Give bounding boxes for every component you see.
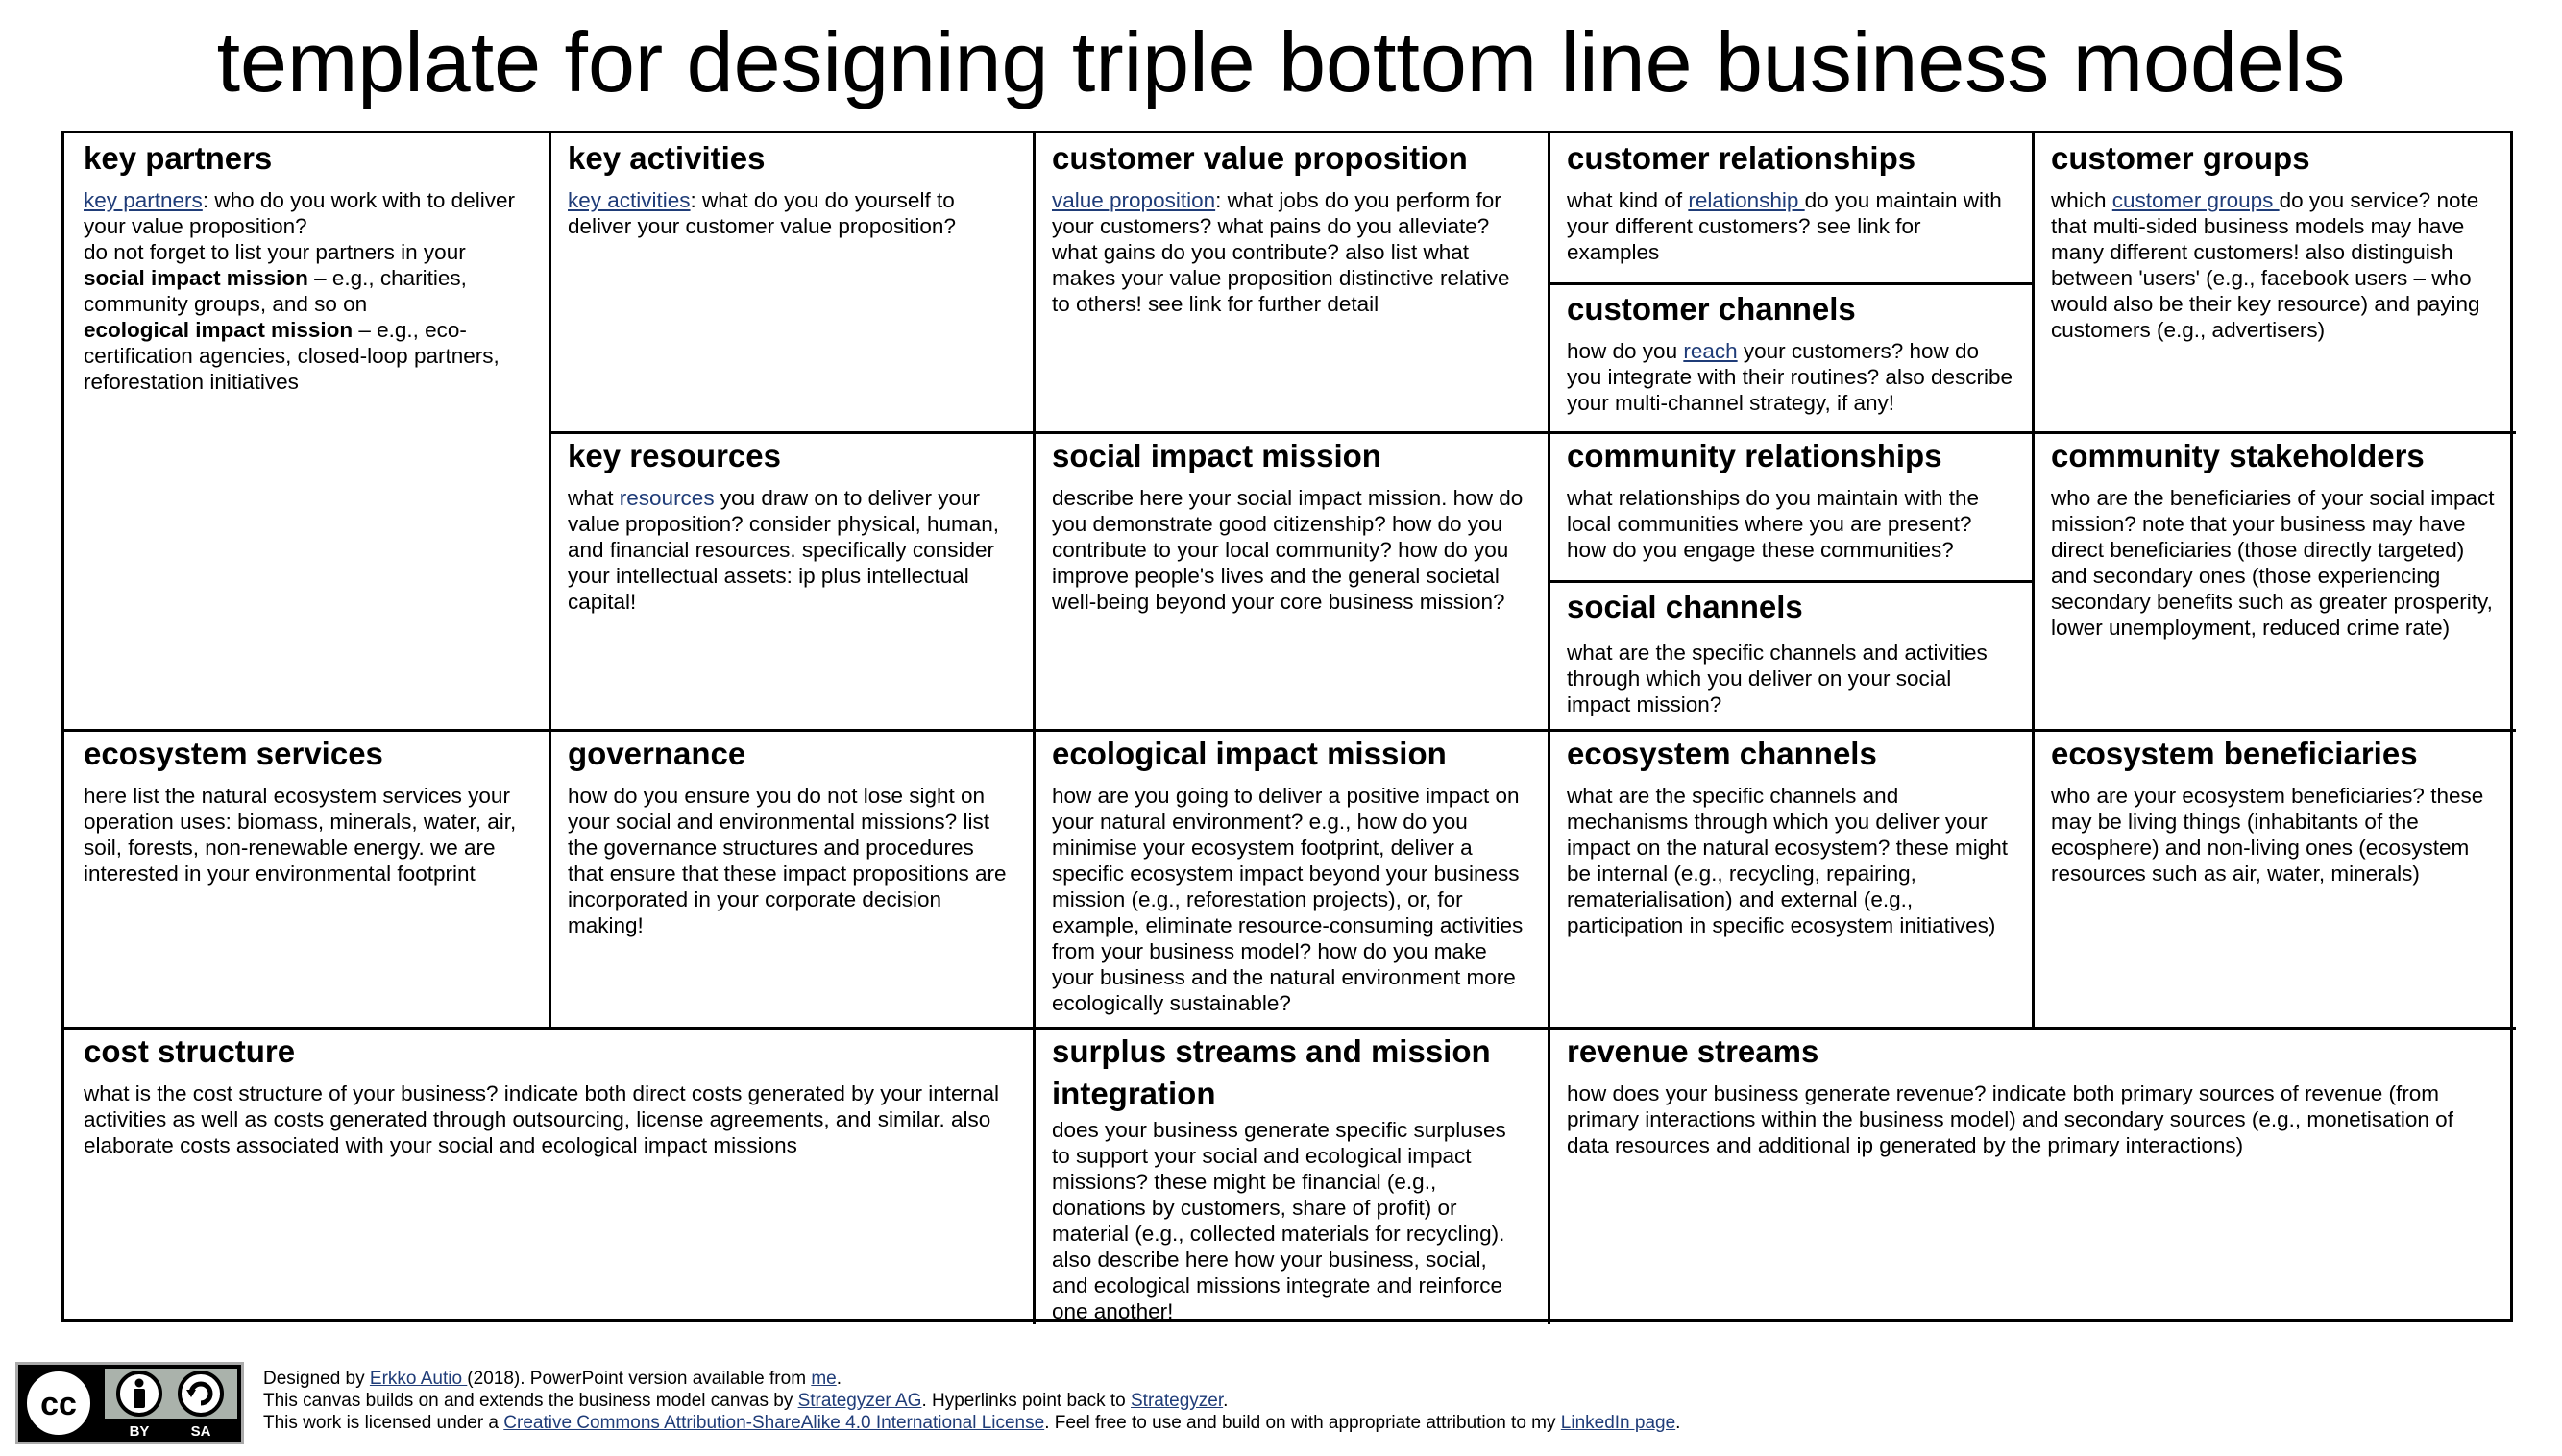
revenue-streams-heading: revenue streams bbox=[1567, 1033, 1819, 1069]
ecosystem-beneficiaries-heading: ecosystem beneficiaries bbox=[2051, 736, 2418, 771]
ecological-impact-mission-heading: ecological impact mission bbox=[1052, 736, 1447, 771]
customer-channels-block bbox=[1548, 284, 2032, 431]
revenue-streams-block bbox=[1548, 1027, 2516, 1324]
ecosystem-channels-heading: ecosystem channels bbox=[1567, 736, 1877, 771]
key-resources-description: what resources you draw on to deliver your value proposition? consider physical, human, and financial resources. specifically consider your intellectual assets: ip plus intellectual capital! bbox=[568, 486, 1000, 614]
svg-text:cc: cc bbox=[40, 1386, 77, 1422]
social-channels-description: what are the specific channels and activities through which you deliver on your social impact mission? bbox=[1567, 641, 1988, 716]
ecosystem-channels-description: what are the specific channels and mechanisms through which you deliver your impact on the natural ecosystem? these might be internal (e.g., recycling, repairing, rematerialisation) and external (e.g., participation in specific ecosystem initiatives) bbox=[1567, 784, 2008, 937]
customer-value-proposition-description: value proposition: what jobs do you perform for your customers? what pains do you alleviate? what gains do you contribute? also list what makes your value proposition distinctive relative to others! see link for further detail bbox=[1052, 188, 1510, 316]
cost-structure-block bbox=[64, 1027, 1033, 1324]
ecological-impact-mission-block bbox=[1033, 729, 1548, 1027]
key-activities-description: key activities: what do you do yourself to deliver your customer value proposition? bbox=[568, 188, 956, 238]
social-impact-mission-heading: social impact mission bbox=[1052, 438, 1381, 473]
key-partners-heading: key partners bbox=[84, 140, 273, 176]
governance-block bbox=[549, 729, 1033, 1027]
key-resources-block bbox=[549, 431, 1033, 729]
key-resources-heading: key resources bbox=[568, 438, 781, 473]
customer-channels-heading: customer channels bbox=[1567, 291, 1856, 327]
community-relationships-heading: community relationships bbox=[1567, 438, 1942, 473]
customer-relationships-description: what kind of relationship do you maintain with your different customers? see link for examples bbox=[1567, 188, 2002, 264]
key-partners-description: key partners: who do you work with to deliver your value proposition? do not forget to list your partners in your social impact mission – e.g., charities, community groups, and so on ecological impact mission – e.g., eco-certification agencies, closed-loop partners, reforestation initiatives bbox=[84, 188, 515, 394]
customer-groups-description: which customer groups do you service? note that multi-sided business models may have many different customers! also distinguish between 'users' (e.g., facebook users – who would also be their key resource) and paying customers (e.g., advertisers) bbox=[2051, 188, 2480, 342]
footer-line-3: This work is licensed under a Creative Commons Attribution-ShareAlike 4.0 International License. Feel free to use and build on with appropriate attribution to my LinkedIn page. bbox=[263, 1413, 1681, 1433]
community-stakeholders-heading: community stakeholders bbox=[2051, 438, 2425, 473]
key-partners-link[interactable]: key partners bbox=[84, 188, 203, 212]
customer-relationships-heading: customer relationships bbox=[1567, 140, 1916, 176]
community-relationships-block bbox=[1548, 431, 2032, 580]
page-title: template for designing triple bottom line business models bbox=[216, 14, 2346, 109]
customer-groups-heading: customer groups bbox=[2051, 140, 2310, 176]
strategyzer-ag-link[interactable]: Strategyzer AG bbox=[797, 1391, 922, 1411]
customer-groups-block bbox=[2032, 133, 2516, 431]
governance-heading: governance bbox=[568, 736, 746, 771]
ecosystem-services-description: here list the natural ecosystem services your operation uses: biomass, minerals, water, air, soil, forests, non-renewable energy. we are interested in your environmental footprint bbox=[84, 784, 517, 886]
cc-sa-label: SA bbox=[190, 1423, 211, 1440]
cost-structure-description: what is the cost structure of your business? indicate both direct costs generated by your internal activities as well as costs generated through outsourcing, license agreements, and similar. also elaborate costs associated with your social and ecological impact missions bbox=[84, 1081, 1000, 1157]
key-activities-heading: key activities bbox=[568, 140, 766, 176]
key-partners-block bbox=[64, 133, 549, 729]
social-channels-heading: social channels bbox=[1567, 589, 1803, 624]
reach-link[interactable]: reach bbox=[1683, 339, 1738, 363]
ecosystem-services-block bbox=[64, 729, 549, 1027]
revenue-streams-description: how does your business generate revenue? indicate both primary sources of revenue (from primary interactions within the business model) and secondary sources (e.g., monetisation of data resources and additional ip generated by the primary interactions) bbox=[1567, 1081, 2453, 1157]
governance-description: how do you ensure you do not lose sight on your social and environmental missions? list the governance structures and procedures that ensure that these impact propositions are incorporated in your corporate decision making! bbox=[568, 784, 1007, 937]
customer-channels-description: how do you reach your customers? how do you integrate with their routines? also describe your multi-channel strategy, if any! bbox=[1567, 339, 2013, 415]
erkko-autio-link[interactable]: Erkko Autio bbox=[369, 1369, 468, 1389]
customer-relationships-block bbox=[1548, 133, 2032, 282]
me-link[interactable]: me bbox=[811, 1369, 837, 1389]
resources-link[interactable]: resources bbox=[619, 486, 715, 510]
footer-credits bbox=[263, 1368, 1680, 1434]
cost-structure-heading: cost structure bbox=[84, 1033, 296, 1069]
cc-badge-graphic bbox=[18, 1365, 241, 1442]
surplus-streams-block bbox=[1033, 1027, 1548, 1324]
footer-line-1: Designed by Erkko Autio (2018). PowerPoint version available from me. bbox=[263, 1369, 842, 1389]
customer-value-proposition-block bbox=[1033, 133, 1548, 431]
value-proposition-link[interactable]: value proposition bbox=[1052, 188, 1216, 212]
ecosystem-beneficiaries-description: who are your ecosystem beneficiaries? these may be living things (inhabitants of the ecosphere) and non-living ones (ecosystem resources such as air, water, minerals) bbox=[2051, 784, 2484, 886]
customer-value-proposition-heading: customer value proposition bbox=[1052, 140, 1468, 176]
social-channels-block bbox=[1548, 582, 2032, 729]
business-model-canvas bbox=[61, 131, 2513, 1322]
social-impact-mission-description: describe here your social impact mission. how do you demonstrate good citizenship? how do you contribute to your local community? how do you improve people's lives and the general societal well-being beyond your core business mission? bbox=[1052, 486, 1524, 614]
cc-by-sa-icon[interactable] bbox=[15, 1362, 244, 1444]
cc-by-label: BY bbox=[129, 1423, 150, 1440]
strategyzer-link[interactable]: Strategyzer bbox=[1131, 1391, 1224, 1411]
community-stakeholders-description: who are the beneficiaries of your social impact mission? note that your business may have direct beneficiaries (those directly targeted) and secondary ones (those experiencing secondary benefits such as greater prosperity, lower unemployment, reduced crime rate) bbox=[2051, 486, 2495, 640]
community-stakeholders-block bbox=[2032, 431, 2516, 729]
key-activities-block bbox=[549, 133, 1033, 431]
ecosystem-channels-block bbox=[1548, 729, 2032, 1027]
linkedin-page-link[interactable]: LinkedIn page bbox=[1560, 1413, 1676, 1433]
key-activities-link[interactable]: key activities bbox=[568, 188, 691, 212]
surplus-streams-description: does your business generate specific surpluses to support your social and ecological impact missions? these might be financial (e.g., donations by customers, share of profit) or material (e.g., collected materials for recycling). also describe here how your business, social, and ecological missions integrate and reinforce one another! bbox=[1052, 1118, 1506, 1323]
customer-groups-link[interactable]: customer groups bbox=[2111, 188, 2280, 212]
ecosystem-services-heading: ecosystem services bbox=[84, 736, 383, 771]
social-impact-mission-block bbox=[1033, 431, 1548, 729]
ecological-impact-mission-description: how are you going to deliver a positive impact on your natural environment? e.g., how do you minimise your ecosystem footprint, deliver a specific ecosystem impact beyond your business mission (e.g., reforestation projects), or, for example, eliminate resource-consuming activities from your business model? how do you make your business and the natural environment more ecologically sustainable? bbox=[1052, 784, 1524, 1015]
footer-line-2: This canvas builds on and extends the business model canvas by Strategyzer AG. Hyperlinks point back to Strategyzer. bbox=[263, 1391, 1229, 1411]
surplus-streams-heading: surplus streams and mission integration bbox=[1052, 1033, 1491, 1111]
relationship-link[interactable]: relationship bbox=[1688, 188, 1805, 212]
cc-license-link[interactable]: Creative Commons Attribution-ShareAlike 4.0 International License bbox=[503, 1413, 1045, 1433]
ecosystem-beneficiaries-block bbox=[2032, 729, 2516, 1027]
community-relationships-description: what relationships do you maintain with the local communities where you are present? how do you engage these communities? bbox=[1567, 486, 1979, 562]
